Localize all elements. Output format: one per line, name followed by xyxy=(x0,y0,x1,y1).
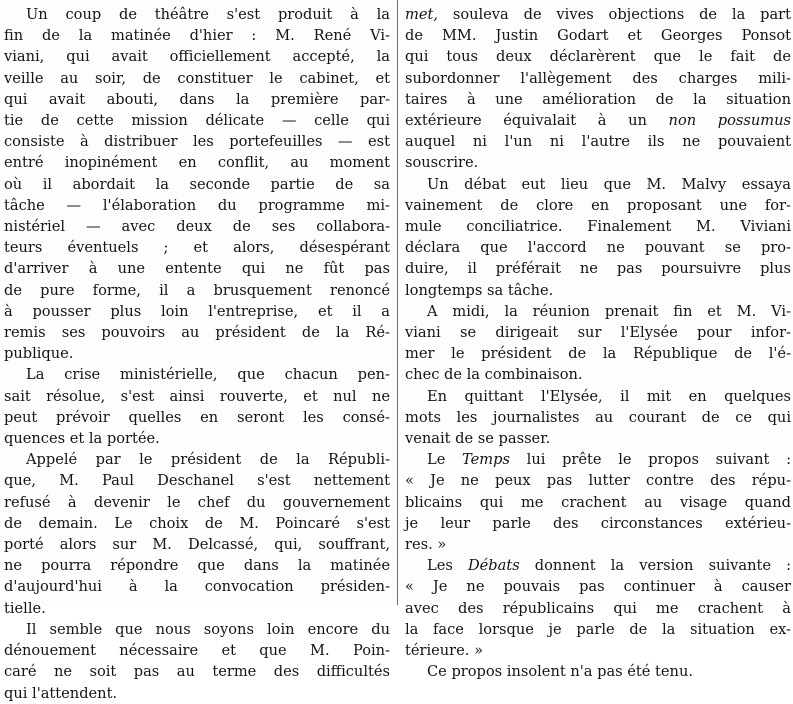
paragraph xyxy=(405,449,791,555)
text-line: de MM. Justin Godart et Georges Ponsot xyxy=(405,27,791,45)
text-line: caré ne soit pas au terme des difficultés xyxy=(4,663,390,681)
text-line: de demain. Le choix de M. Poincaré s'est xyxy=(4,514,390,532)
text-line: venait de se passer. xyxy=(405,430,551,448)
text-line: subordonner l'allègement des charges mili- xyxy=(405,69,791,87)
text-line: res. » xyxy=(405,536,447,554)
text-line: taires à une amélioration de la situation xyxy=(405,90,791,108)
text-line: « Je ne peux pas lutter contre des répu- xyxy=(405,472,791,490)
text-line: Les Débats donnent la version suivante : xyxy=(427,557,792,575)
paragraph xyxy=(4,449,390,619)
text-line: tie de cette mission délicate — celle qui xyxy=(4,112,390,130)
text-line: blicains qui me crachent au visage quand xyxy=(405,493,791,511)
text-line: veille au soir, de constituer le cabinet, et xyxy=(4,69,390,87)
paragraph xyxy=(4,619,390,704)
text-line: de pure forme, il a brusquement renoncé xyxy=(4,281,390,299)
text-line: « Je ne pouvais pas continuer à causer xyxy=(405,578,791,596)
text-line: souscrire. xyxy=(405,154,479,172)
text-line: consiste à distribuer les portefeuilles — est xyxy=(4,133,390,151)
text-line: qui l'attendent. xyxy=(4,684,118,702)
text-line: qui avait abouti, dans la première par- xyxy=(4,90,390,108)
text-line: En quittant l'Elysée, il mit en quelques xyxy=(427,387,791,405)
text-line: mule conciliatrice. Finalement M. Viviani xyxy=(405,218,791,236)
column-divider xyxy=(397,0,398,605)
text-line: longtemps sa tâche. xyxy=(405,281,554,299)
text-line: térieure. » xyxy=(405,642,483,660)
text-line: extérieure équivalait à un non possumus xyxy=(405,112,791,130)
text-line: Ce propos insolent n'a pas été tenu. xyxy=(427,663,693,681)
paragraph xyxy=(4,4,390,364)
text-line: La crise ministérielle, que chacun pen- xyxy=(26,366,390,384)
text-line: peut prévoir quelles en seront les consé- xyxy=(4,408,390,426)
text-line: Le Temps lui prête le propos suivant : xyxy=(427,451,792,469)
text-line: mots les journalistes au courant de ce qui xyxy=(405,408,791,426)
text-line: qui tous deux déclarèrent que le fait de xyxy=(405,48,791,66)
text-line: Appelé par le président de la Républi- xyxy=(26,451,390,469)
text-line: teurs éventuels ; et alors, désespérant xyxy=(4,239,390,257)
text-line: Il semble que nous soyons loin encore du xyxy=(26,620,390,638)
text-line: porté alors sur M. Delcassé, qui, souffrant, xyxy=(4,536,390,554)
paragraph xyxy=(405,386,791,450)
text-line: vainement de clore en proposant une for- xyxy=(405,196,791,214)
text-line: déclara que l'accord ne pouvant se pro- xyxy=(405,239,791,257)
paragraph xyxy=(405,4,791,174)
text-line: avec des républicains qui me crachent à xyxy=(405,599,791,617)
paragraph xyxy=(405,555,791,661)
text-line: d'aujourd'hui à la convocation présiden- xyxy=(4,578,390,596)
text-line: refusé à devenir le chef du gouvernement xyxy=(4,493,390,511)
text-line: fin de la matinée d'hier : M. René Vi- xyxy=(4,27,390,45)
text-line: à pousser plus loin l'entreprise, et il a xyxy=(4,302,390,320)
text-line: viani se dirigeait sur l'Elysée pour infor- xyxy=(405,324,791,342)
text-line: que, M. Paul Deschanel s'est nettement xyxy=(4,472,390,490)
text-line: la face lorsque je parle de la situation ex- xyxy=(405,620,791,638)
text-line: Un coup de théâtre s'est produit à la xyxy=(26,6,390,23)
text-line: A midi, la réunion prenait fin et M. Vi- xyxy=(427,302,791,320)
text-line: tâche — l'élaboration du programme mi- xyxy=(4,196,390,214)
text-line: d'arriver à une entente qui ne fût pas xyxy=(4,260,390,278)
text-line: publique. xyxy=(4,345,74,363)
text-line: entré inopinément en conflit, au moment xyxy=(4,154,390,172)
text-line: dénouement nécessaire et que M. Poin- xyxy=(4,642,390,660)
text-line: quences et la portée. xyxy=(4,430,160,448)
text-line: mer le président de la République de l'é- xyxy=(405,345,791,363)
text-line: où il abordait la seconde partie de sa xyxy=(4,175,390,193)
text-line: viani, qui avait officiellement accepté, la xyxy=(4,48,390,66)
text-line: auquel ni l'un ni l'autre ils ne pouvaient xyxy=(405,133,791,151)
text-line: duire, il préférait ne pas poursuivre plus xyxy=(405,260,791,278)
text-line: sait résolue, s'est ainsi rouverte, et nul ne xyxy=(4,387,390,405)
paragraph xyxy=(405,301,791,386)
text-line: remis ses pouvoirs au président de la Ré- xyxy=(4,324,390,342)
left-column xyxy=(4,4,390,702)
text-line: nistériel — avec deux de ses collabora- xyxy=(4,218,390,236)
paragraph xyxy=(405,661,791,682)
text-line: met, souleva de vives objections de la part xyxy=(405,6,791,23)
text-line: chec de la combinaison. xyxy=(405,366,583,384)
right-column xyxy=(405,4,792,681)
paragraph xyxy=(4,364,390,449)
text-line: ne pourra répondre que dans la matinée xyxy=(4,557,390,575)
text-line: Un débat eut lieu que M. Malvy essaya xyxy=(427,175,791,193)
text-line: tielle. xyxy=(4,599,46,617)
text-line: je leur parle des circonstances extérieu- xyxy=(405,514,791,532)
paragraph xyxy=(405,174,791,301)
